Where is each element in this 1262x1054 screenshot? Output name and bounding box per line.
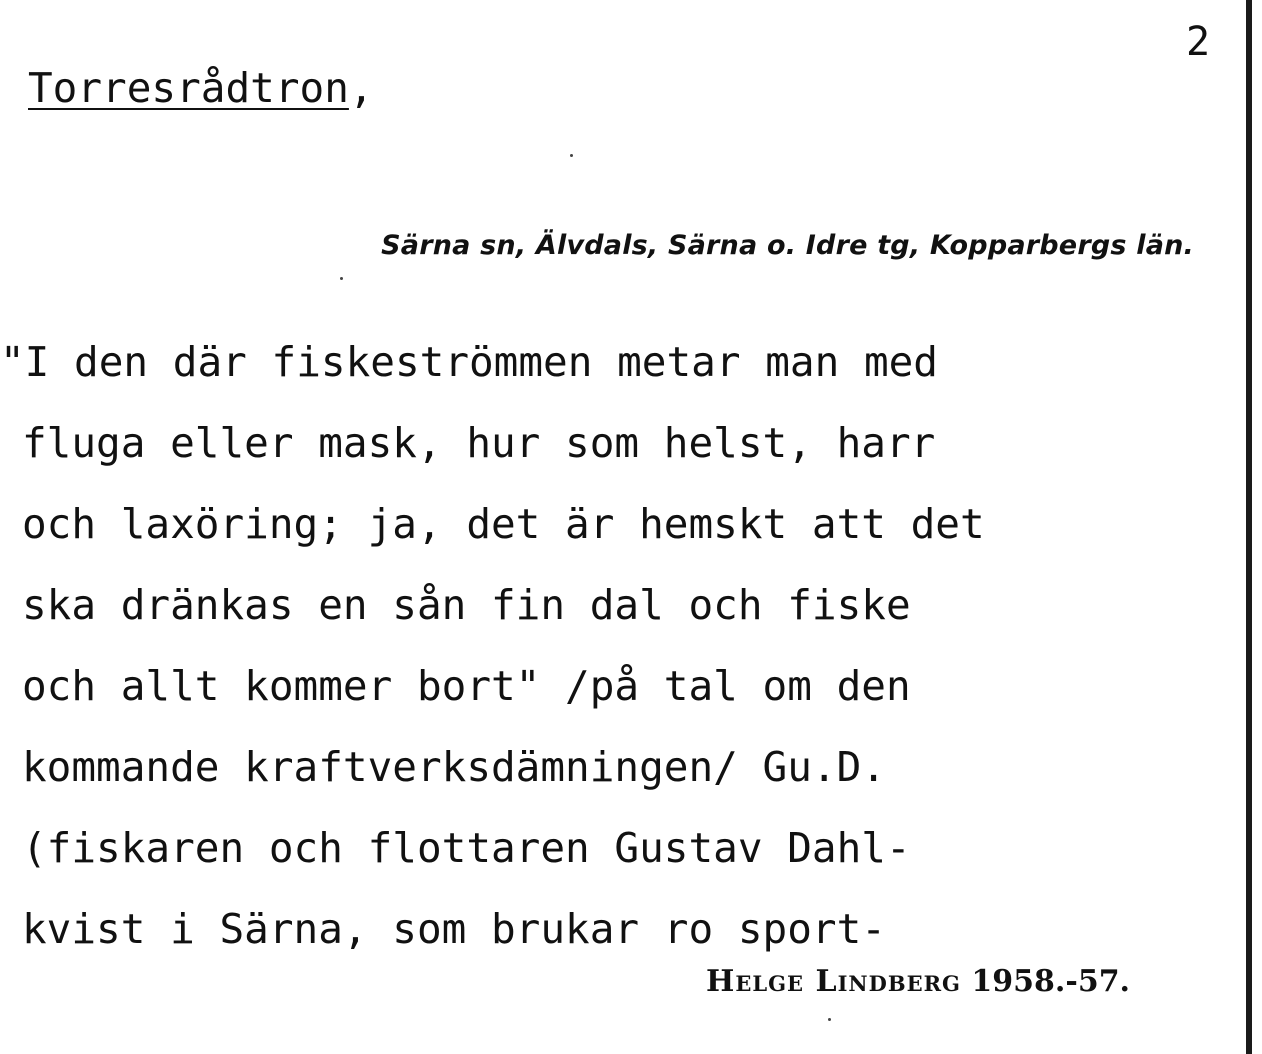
text-line-6: kommande kraftverksdämningen/ Gu.D.	[22, 743, 886, 791]
collector-name: Helge Lindberg	[706, 964, 961, 999]
speck-mark	[340, 277, 343, 280]
text-line-1: "I den där fiskeströmmen metar man med	[0, 338, 938, 386]
text-line-4: ska dränkas en sån fin dal och fiske	[22, 581, 911, 629]
text-line-2: fluga eller mask, hur som helst, harr	[22, 419, 936, 467]
collector-signature	[706, 960, 1130, 1004]
speck-mark	[570, 154, 573, 157]
text-line-7: (fiskaren och flottaren Gustav Dahl-	[22, 824, 911, 872]
headword-text: Torresrådtron	[28, 64, 349, 112]
text-line-5: och allt kommer bort" /på tal om den	[22, 662, 911, 710]
locality-line: Särna sn, Älvdals, Särna o. Idre tg, Kopparbergs län.	[381, 230, 1194, 261]
collector-year: 1958.-57.	[971, 964, 1131, 999]
headword	[28, 62, 374, 114]
record-text	[0, 322, 985, 970]
card-edge-border	[1246, 0, 1252, 1054]
text-line-8: kvist i Särna, som brukar ro sport-	[22, 905, 886, 953]
page-number: 2	[1186, 19, 1211, 65]
speck-mark	[828, 1018, 831, 1021]
headword-punctuation: ,	[348, 64, 374, 112]
text-line-3: och laxöring; ja, det är hemskt att det	[22, 500, 985, 548]
